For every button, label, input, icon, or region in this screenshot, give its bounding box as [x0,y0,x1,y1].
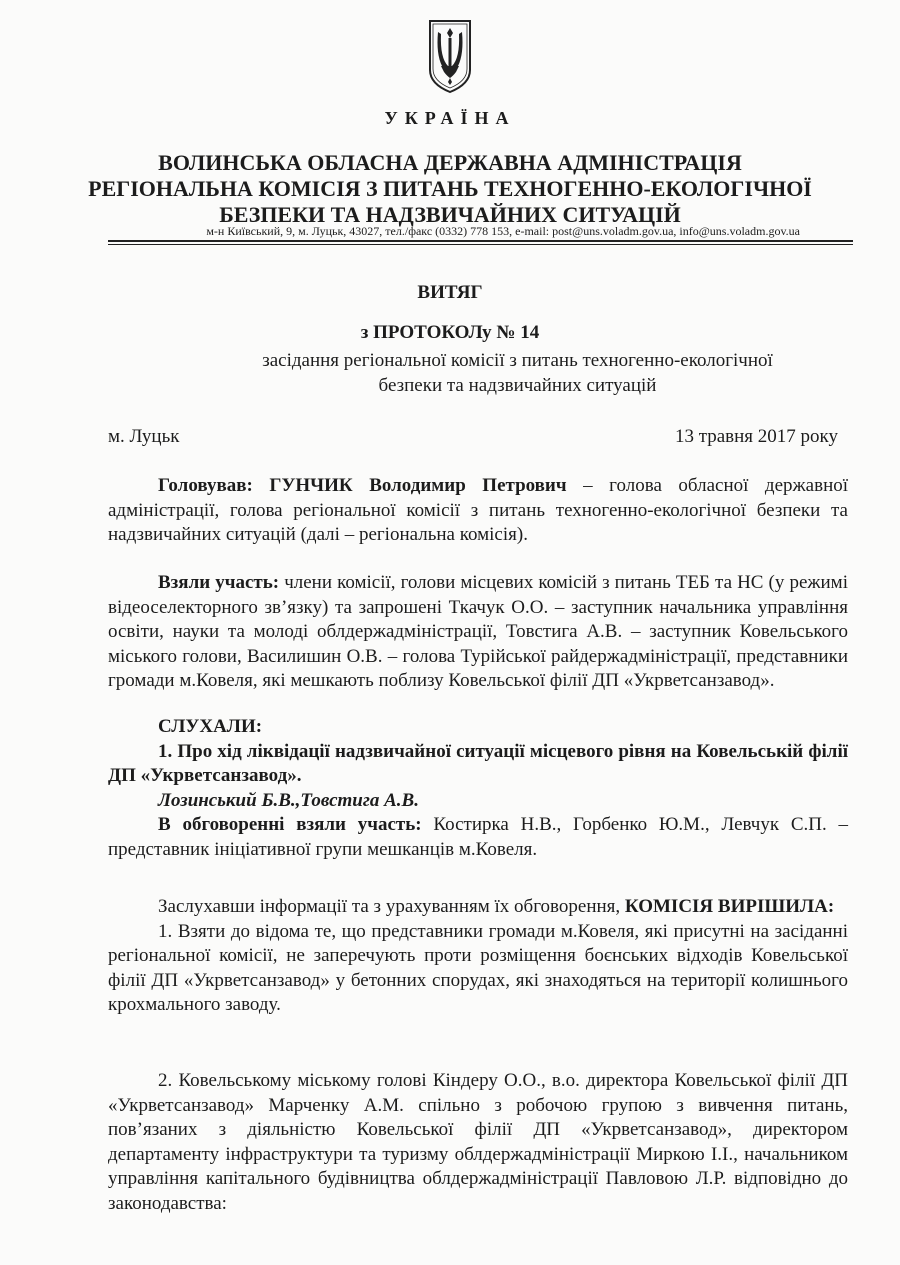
contact-address: м-н Київський, 9, м. Луцьк, 43027, тел./факс (0332) 778 153, e-mail: post@uns.voladm.gov.ua, info@uns.voladm.gov.ua [206,224,800,238]
discussion-text: Костирка Н.В., Горбенко Ю.М., Левчук С.П. – представник ініціативної групи мешканців м.Ковеля. [108,814,849,860]
decision-section [108,895,848,1018]
meeting-subtitle [210,348,825,398]
document-type-title: ВИТЯГ [417,282,483,303]
subtitle-line2: безпеки та надзвичайних ситуацій [378,375,657,396]
chair-name: ГУНЧИК Володимир Петрович [269,475,567,496]
chair-description: – голова обласної державної адміністрації, голова регіональної комісії з питань техногенно-екологічної безпеки та надзвичайних ситуацій (далі – регіональна комісія). [108,475,849,546]
organization-name: ВОЛИНСЬКА ОБЛАСНА ДЕРЖАВНА АДМІНІСТРАЦІЯ [158,150,742,175]
decision-intro: Заслухавши інформації та з урахуванням їх обговорення, [158,896,625,917]
decision-label: КОМІСІЯ ВИРІШИЛА: [624,896,835,917]
commission-name-line1: РЕГІОНАЛЬНА КОМІСІЯ З ПИТАНЬ ТЕХНОГЕННО-ЕКОЛОГІЧНОЇ [88,176,812,201]
heard-section [108,715,848,863]
decision-item-2-paragraph [108,1069,848,1217]
chair-paragraph [108,474,848,548]
chair-label: Головував: [158,475,253,496]
meeting-date: 13 травня 2017 року [674,426,838,447]
meeting-city: м. Луцьк [108,426,180,447]
trident-coat-of-arms-icon [427,18,473,94]
decision-item-2: 2. Ковельському міському голові Кіндеру О.О., в.о. директора Ковельської філії ДП «Укрветсанзавод» Марченку А.М. спільно з робочою групою з вивчення питань, пов’язаних з діяльністю Ковельської філії ДП «Укрветсанзавод», директором департаменту інфраструктури та туризму облдержадміністрації Миркою І.І., начальником управління капітального будівництва облдержадміністрації Павловою Л.Р. відповідно до законодавства: [108,1070,848,1214]
participants-paragraph [108,571,848,694]
speakers: Лозинський Б.В.,Товстига А.В. [158,789,419,811]
protocol-number-title: з ПРОТОКОЛу № 14 [360,322,540,343]
participants-label: Взяли участь: [158,572,280,593]
header-divider-thin [108,244,853,245]
commission-name-line2: БЕЗПЕКИ ТА НАДЗВИЧАЙНИХ СИТУАЦІЙ [219,202,681,227]
discussion-label: В обговоренні взяли участь: [158,814,422,836]
heard-label: СЛУХАЛИ: [158,716,263,737]
country-heading: УКРАЇНА [384,108,516,128]
participants-text: члени комісії, голови місцевих комісій з питань ТЕБ та НС (у режимі відеоселекторного зв’язку) та запрошені Ткачук О.О. – заступник начальника управління освіти, науки та молоді облдержадміністрації, Товстига А.В. – заступник Ковельського міського голови, Василишин О.В. – голова Турійської райдержадміністрації, представники громади м.Ковеля, які мешкають поблизу Ковельської філії ДП «Укрветсанзавод». [108,572,848,692]
agenda-item-1: 1. Про хід ліквідації надзвичайної ситуації місцевого рівня на Ковельській філії ДП «Укрветсанзавод». [108,740,848,787]
subtitle-line1: засідання регіональної комісії з питань техногенно-екологічної [262,350,773,371]
decision-item-1: 1. Взяти до відома те, що представники громади м.Ковеля, які присутні на засіданні регіональної комісії, не заперечують проти розміщення боєнських відходів Ковельської філії ДП «Укрветсанзавод» у бетонних спорудах, які знаходяться на території колишнього крохмального заводу. [108,920,848,1016]
header-divider-thick [108,240,853,242]
